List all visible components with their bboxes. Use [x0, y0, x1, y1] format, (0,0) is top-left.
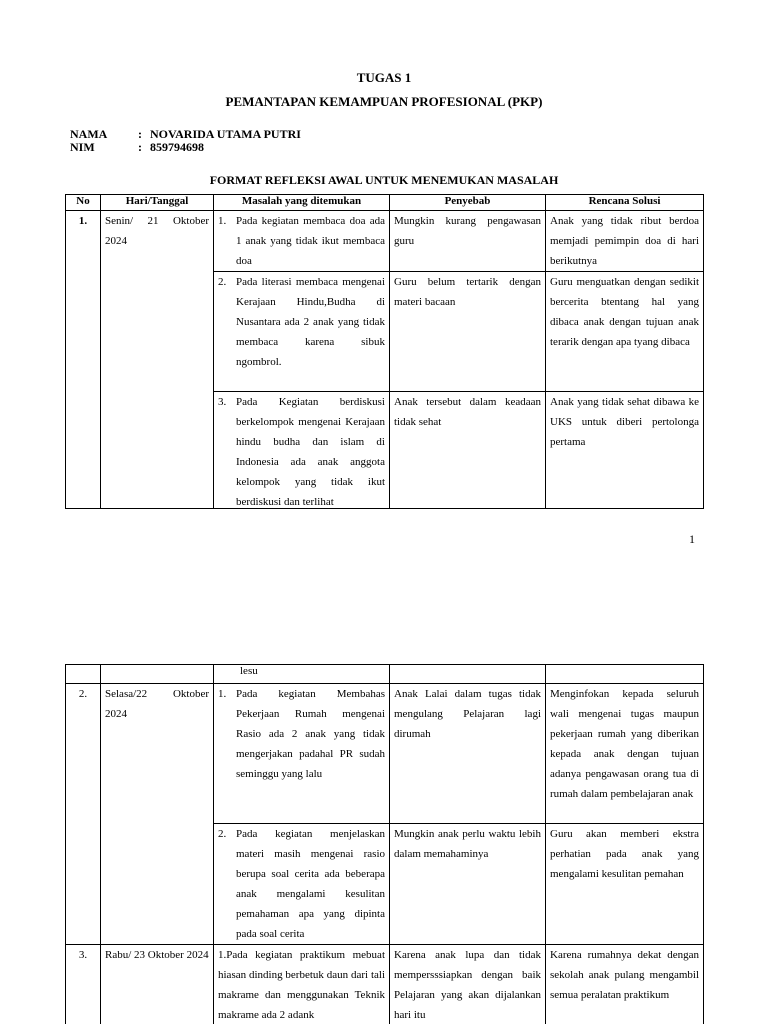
cause-cell: Mungkin kurang pengawasan guru	[390, 211, 546, 272]
problem-cell	[214, 272, 390, 392]
entry-number: 1.	[66, 211, 101, 509]
header-day: Hari/Tanggal	[101, 195, 214, 211]
student-nim-row	[70, 140, 204, 154]
problem-item	[218, 824, 385, 944]
continued-problem-text: lesu	[240, 665, 258, 677]
nim-value: 859794698	[150, 140, 204, 154]
cause-cell: Mungkin anak perlu waktu lebih dalam memahaminya	[390, 824, 546, 945]
name-separator: :	[138, 127, 142, 141]
solution-cell: Anak yang tidak sehat dibawa ke UKS untuk diberi pertolonga pertama	[546, 392, 704, 509]
problem-cell	[214, 392, 390, 509]
table-row	[66, 211, 704, 272]
nim-separator: :	[138, 140, 142, 154]
header-no: No	[66, 195, 101, 211]
problem-number: 1.	[218, 215, 227, 227]
document-subtitle: PEMANTAPAN KEMAMPUAN PROFESIONAL (PKP)	[225, 94, 543, 109]
problem-text: Pada Kegiatan berdiskusi berkelompok mengenai Kerajaan hindu budha dan islam di Indonesia ada anak anggota kelompok yang tidak ikut berdiskusi dan terlihat	[236, 396, 385, 508]
problem-cell	[214, 665, 390, 684]
problem-number: 2.	[218, 828, 227, 840]
entry-number: 2.	[66, 684, 101, 945]
document-page-2	[0, 664, 768, 1024]
table-row-continuation	[66, 665, 704, 684]
solution-cell: Karena rumahnya dekat dengan sekolah anak pulang mengambil semua peralatan praktikum	[546, 945, 704, 1024]
page-number: 1	[689, 532, 695, 546]
cause-cell: Karena anak lupa dan tidak mempersssiapkan dengan baik Pelajaran yang akan dijalankan hari itu	[390, 945, 546, 1024]
problem-number: 1.	[218, 688, 227, 700]
form-title: FORMAT REFLEKSI AWAL UNTUK MENEMUKAN MASALAH	[209, 173, 559, 187]
problem-text: Pada kegiatan menjelaskan materi masih mengenai rasio berupa soal cerita ada beberapa anak mengalami kesulitan pemahaman apa yang dipinta pada soal cerita	[236, 828, 385, 940]
problem-text: Pada kegiatan membaca doa ada 1 anak yang tidak ikut membaca doa	[236, 215, 385, 267]
solution-cell: Guru menguatkan dengan sedikit bercerita btentang hal yang dibaca anak dengan tujuan anak terarik dengan apa tyang dibaca	[546, 272, 704, 392]
student-name-row	[70, 127, 301, 141]
table-row	[66, 684, 704, 824]
nim-label: NIM	[70, 140, 95, 154]
solution-cell: Guru akan memberi ekstra perhatian pada anak yang mengalami kesulitan pemahan	[546, 824, 704, 945]
entry-day: Senin/ 21 Oktober 2024	[101, 211, 214, 509]
problem-number: 2.	[218, 276, 227, 288]
problem-text: Pada kegiatan Membahas Pekerjaan Rumah mengenai Rasio ada 2 anak yang tidak mengerjakan padahal PR sudah seminggu yang lalu	[236, 688, 385, 780]
cause-cell: Anak tersebut dalam keadaan tidak sehat	[390, 392, 546, 509]
entry-number: 3.	[66, 945, 101, 1024]
empty-cell	[546, 665, 704, 684]
solution-cell: Menginfokan kepada seluruh wali mengenai tugas maupun pekerjaan rumah yang diberikan kepada anak dengan tujuan adanya pengawasan orang tua di rumah dalam pembelajaran anak	[546, 684, 704, 824]
table-header-row	[66, 195, 704, 211]
empty-cell	[66, 665, 101, 684]
problem-item	[218, 272, 385, 372]
problem-item	[218, 684, 385, 784]
entry-day: Selasa/22 Oktober 2024	[101, 684, 214, 945]
header-solution: Rencana Solusi	[546, 195, 704, 211]
problem-text: Pada literasi membaca mengenai Kerajaan Hindu,Budha di Nusantara ada 2 anak yang tidak membaca karena sibuk ngombrol.	[236, 276, 385, 368]
problem-cell	[214, 824, 390, 945]
problem-item	[218, 392, 385, 508]
cause-cell: Guru belum tertarik dengan materi bacaan	[390, 272, 546, 392]
name-label: NAMA	[70, 127, 108, 141]
empty-cell	[390, 665, 546, 684]
empty-cell	[101, 665, 214, 684]
problem-cell	[214, 211, 390, 272]
header-problem: Masalah yang ditemukan	[214, 195, 390, 211]
problem-number: 3.	[218, 396, 227, 408]
cause-cell: Anak Lalai dalam tugas tidak mengulang Pelajaran lagi dirumah	[390, 684, 546, 824]
reflection-table-page-1	[65, 194, 704, 509]
reflection-table-page-2	[65, 664, 704, 1024]
solution-cell: Anak yang tidak ribut berdoa memjadi pemimpin doa di hari berikutnya	[546, 211, 704, 272]
problem-cell	[214, 684, 390, 824]
document-title: TUGAS 1	[356, 70, 412, 85]
header-cause: Penyebab	[390, 195, 546, 211]
table-row	[66, 945, 704, 1024]
entry-day: Rabu/ 23 Oktober 2024	[101, 945, 214, 1024]
problem-cell: 1.Pada kegiatan praktikum mebuat hiasan dinding berbetuk daun dari tali makrame dan menggunakan Teknik makrame ada 2 adank	[214, 945, 390, 1024]
name-value: NOVARIDA UTAMA PUTRI	[150, 127, 301, 141]
problem-item	[218, 211, 385, 271]
